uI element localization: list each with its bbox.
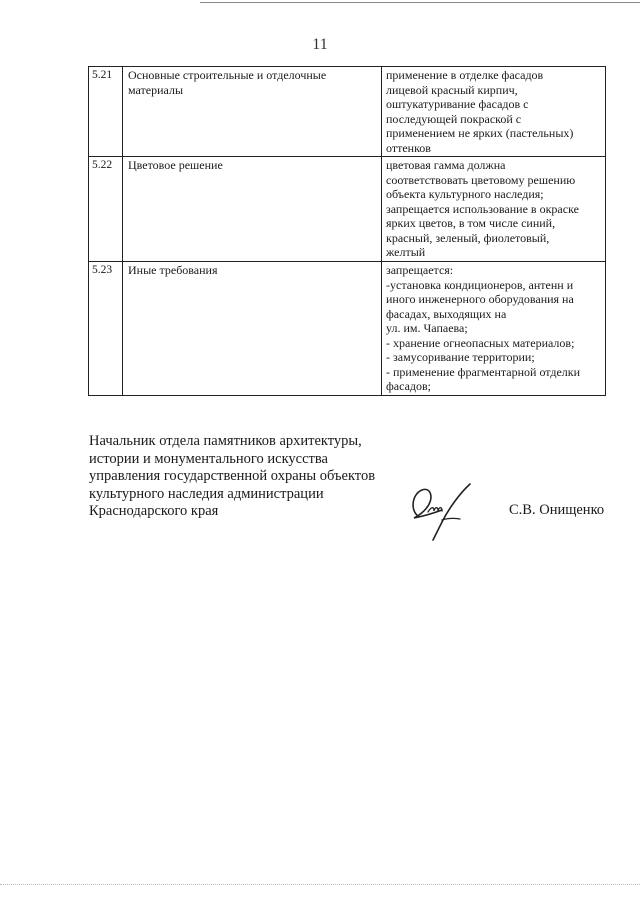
requirements-table <box>88 66 606 396</box>
scan-bottom-edge <box>0 884 640 889</box>
table-row <box>89 157 606 262</box>
description-line: желтый <box>386 245 426 259</box>
description-line: применением не ярких (пастельных) <box>386 126 574 140</box>
description-line: красный, зеленый, фиолетовый, <box>386 230 550 245</box>
description-line: иного инженерного оборудования на <box>386 292 574 306</box>
signer-name: С.В. Онищенко <box>509 502 605 518</box>
description-line: запрещается: <box>386 263 454 277</box>
row-number: 5.23 <box>89 262 123 396</box>
description-line: лицевой красный кирпич, <box>386 82 518 97</box>
signatory-title-line: культурного наследия администрации <box>89 485 324 502</box>
description-line: -установка кондиционеров, антенн и <box>386 277 574 292</box>
requirement-description <box>382 157 606 262</box>
description-line: фасадах, выходящих на <box>386 306 507 321</box>
description-line: объекта культурного наследия; <box>386 187 544 201</box>
table-row <box>89 262 606 396</box>
row-number: 5.21 <box>89 67 123 157</box>
description-line: запрещается использование в окраске <box>386 201 579 216</box>
description-line: - хранение огнеопасных материалов; <box>386 335 575 350</box>
description-line: ул. им. Чапаева; <box>386 321 468 335</box>
table-row <box>89 67 606 157</box>
scan-top-rule <box>200 2 640 3</box>
requirement-description <box>382 67 606 157</box>
description-line: - замусоривание территории; <box>386 350 535 364</box>
description-line: - применение фрагментарной отделки <box>386 364 581 379</box>
requirement-name: Цветовое решение <box>123 157 382 262</box>
handwritten-signature-icon <box>404 480 472 542</box>
description-line: соответствовать цветовому решению <box>386 172 576 187</box>
signatory-title-line: Начальник отдела памятников архитектуры, <box>89 433 362 449</box>
signatory-title-line: управления государственной охраны объектов <box>89 468 376 484</box>
signatory-title <box>89 433 409 521</box>
description-line: применение в отделке фасадов <box>386 68 544 82</box>
description-line: ярких цветов, в том числе синий, <box>386 216 556 230</box>
description-line: последующей покраской с <box>386 111 522 126</box>
description-line: цветовая гамма должна <box>386 158 506 172</box>
page-number: 11 <box>312 36 328 53</box>
description-line: оттенков <box>386 140 431 155</box>
requirement-description <box>382 262 606 396</box>
requirement-name: Основные строительные и отделочные материалы <box>123 67 382 157</box>
description-line: фасадов; <box>386 379 432 393</box>
row-number: 5.22 <box>89 157 123 262</box>
description-line: оштукатуривание фасадов с <box>386 97 529 111</box>
signatory-title-line: истории и монументального искусства <box>89 450 328 467</box>
signatory-title-line: Краснодарского края <box>89 503 219 519</box>
requirement-name: Иные требования <box>123 262 382 396</box>
